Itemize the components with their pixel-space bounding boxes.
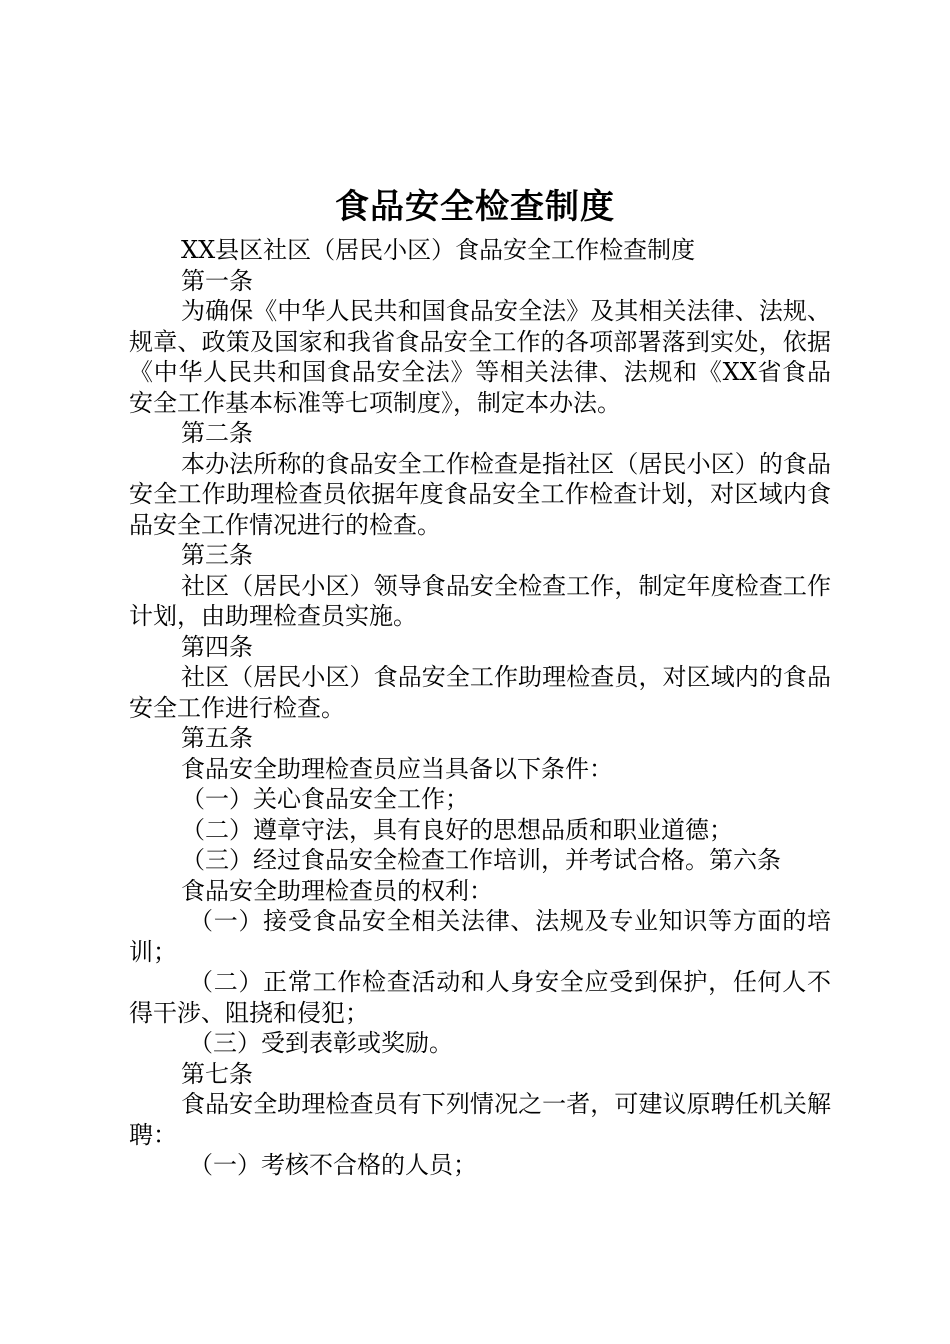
article-heading-3: 第三条: [181, 541, 253, 569]
paragraph-article-4: 社区（居民小区）食品安全工作助理检查员，对区域内的食品安全工作进行检查。: [129, 663, 831, 722]
paragraph-subtitle: XX县区社区（居民小区）食品安全工作检查制度: [181, 236, 696, 264]
list-item: （一）接受食品安全相关法律、法规及专业知识等方面的培训；: [129, 907, 831, 966]
list-item: （三）受到表彰或奖励。: [189, 1029, 453, 1057]
article-heading-4: 第四条: [181, 632, 253, 661]
article-heading-7: 第七条: [181, 1059, 253, 1088]
list-item: （一）关心食品安全工作；: [181, 785, 469, 813]
document-body: [129, 235, 831, 1181]
article-heading-2: 第二条: [181, 419, 253, 447]
document-title: 食品安全检查制度: [335, 187, 615, 227]
list-item: （一）考核不合格的人员；: [189, 1151, 477, 1179]
list-item: （二）正常工作检查活动和人身安全应受到保护，任何人不得干涉、阻挠和侵犯；: [129, 968, 831, 1027]
paragraph-article-3: 社区（居民小区）领导食品安全检查工作，制定年度检查工作计划，由助理检查员实施。: [129, 571, 831, 630]
paragraph-article-2: 本办法所称的食品安全工作检查是指社区（居民小区）的食品安全工作助理检查员依据年度食品安全工作检查计划，对区域内食品安全工作情况进行的检查。: [129, 449, 831, 539]
paragraph-article-1: 为确保《中华人民共和国食品安全法》及其相关法律、法规、规章、政策及国家和我省食品安全工作的各项部署落到实处，依据《中华人民共和国食品安全法》等相关法律、法规和《XX省食品安全工作基本标准等七项制度》，制定本办法。: [129, 297, 831, 417]
article-heading-1: 第一条: [181, 266, 253, 295]
paragraph-article-5: 食品安全助理检查员应当具备以下条件：: [181, 754, 613, 783]
article-heading-5: 第五条: [181, 724, 253, 752]
paragraph-article-6: 食品安全助理检查员的权利：: [181, 876, 493, 905]
list-item: （二）遵章守法，具有良好的思想品质和职业道德；: [181, 815, 733, 844]
list-item: （三）经过食品安全检查工作培训，并考试合格。第六条: [181, 846, 781, 874]
paragraph-article-7: 食品安全助理检查员有下列情况之一者，可建议原聘任机关解聘：: [129, 1090, 831, 1149]
